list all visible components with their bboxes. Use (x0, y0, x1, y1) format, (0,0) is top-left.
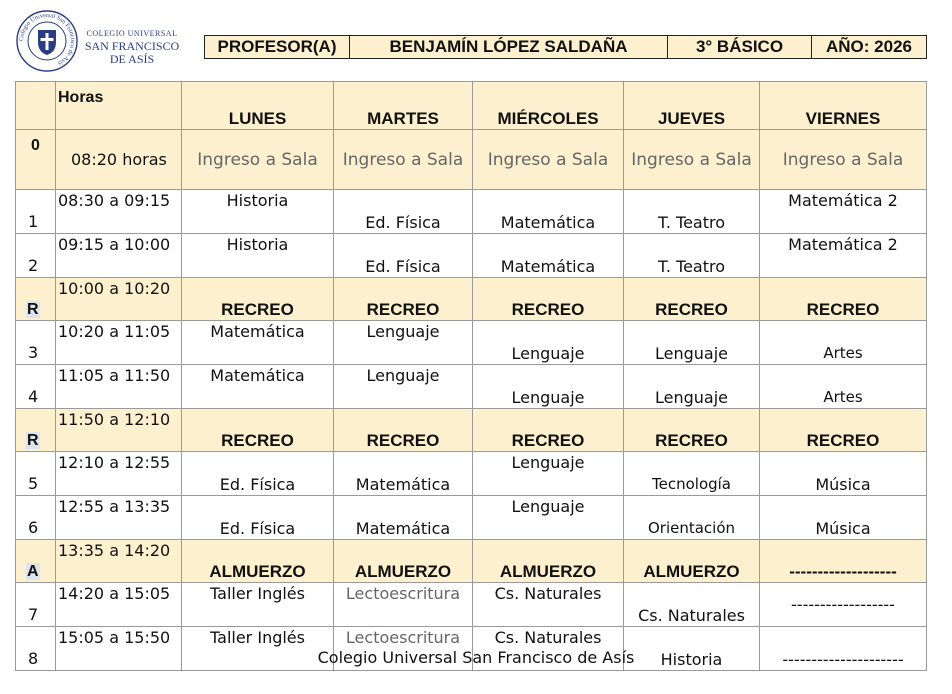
schedule-cell: Tecnología (624, 452, 760, 496)
schedule-cell: Ingreso a Sala (760, 130, 927, 190)
schedule-cell: T. Teatro (624, 234, 760, 278)
schedule-cell: Artes (760, 365, 927, 409)
schedule-cell: Ingreso a Sala (473, 130, 624, 190)
lunch-cell: ALMUERZO (624, 540, 760, 583)
table-row (16, 365, 927, 409)
schedule-cell: Lenguaje (473, 321, 624, 365)
break-row (16, 409, 927, 452)
table-row (16, 496, 927, 540)
schedule-cell: Música (760, 496, 927, 540)
row-time: 08:20 horas (56, 130, 182, 190)
school-name (82, 30, 182, 65)
schedule-cell: Lenguaje (334, 321, 473, 365)
row-time: 10:00 a 10:20 (56, 278, 182, 321)
break-cell: RECREO (473, 278, 624, 321)
row-time: 12:10 a 12:55 (56, 452, 182, 496)
table-row (16, 190, 927, 234)
schedule-table (15, 81, 927, 671)
row-index: A (16, 540, 56, 583)
schedule-cell: Lectoescritura (334, 627, 473, 671)
lunch-row (16, 540, 927, 583)
school-name-line2: SAN FRANCISCO (84, 39, 180, 53)
table-row (16, 130, 927, 190)
schedule-cell: Historia (624, 627, 760, 671)
table-row (16, 452, 927, 496)
role-label: PROFESOR(A) (205, 36, 350, 59)
table-header-row (16, 82, 927, 130)
row-time: 11:05 a 11:50 (56, 365, 182, 409)
row-index: R (16, 409, 56, 452)
lunch-cell: ------------------- (760, 540, 927, 583)
schedule-cell: Ed. Física (334, 234, 473, 278)
schedule-cell: Ed. Física (182, 496, 334, 540)
schedule-cell: Matemática (334, 496, 473, 540)
break-cell: RECREO (182, 278, 334, 321)
row-index: R (16, 278, 56, 321)
schedule-cell: Historia (182, 234, 334, 278)
schedule-cell: Lenguaje (334, 365, 473, 409)
schedule-cell: Historia (182, 190, 334, 234)
lunch-cell: ALMUERZO (473, 540, 624, 583)
schedule-cell: Ingreso a Sala (624, 130, 760, 190)
schedule-cell: Cs. Naturales (624, 583, 760, 627)
break-cell: RECREO (182, 409, 334, 452)
day-header-tuesday: MARTES (334, 82, 473, 130)
page-footer: Colegio Universal San Francisco de Asís (317, 648, 635, 667)
row-index: 1 (16, 190, 56, 234)
schedule-cell: Lenguaje (473, 365, 624, 409)
schedule-cell: Ed. Física (182, 452, 334, 496)
row-index: 7 (16, 583, 56, 627)
schedule-cell: Lenguaje (473, 452, 624, 496)
row-time: 13:35 a 14:20 (56, 540, 182, 583)
schedule-cell: Ingreso a Sala (182, 130, 334, 190)
table-row (16, 583, 927, 627)
row-time: 09:15 a 10:00 (56, 234, 182, 278)
lunch-cell: ALMUERZO (334, 540, 473, 583)
schedule-cell: --------------------- (760, 627, 927, 671)
schedule-cell: Orientación (624, 496, 760, 540)
schedule-cell: Taller Inglés (182, 583, 334, 627)
schedule-cell: Cs. Naturales (473, 627, 624, 671)
break-cell: RECREO (760, 409, 927, 452)
header-index-cell (16, 82, 56, 130)
lunch-cell: ALMUERZO (182, 540, 334, 583)
schedule-cell: T. Teatro (624, 190, 760, 234)
day-header-wednesday: MIÉRCOLES (473, 82, 624, 130)
schedule-cell: Música (760, 452, 927, 496)
schedule-cell: Matemática (182, 365, 334, 409)
schedule-cell: Ed. Física (334, 190, 473, 234)
row-index: 5 (16, 452, 56, 496)
table-row (16, 321, 927, 365)
break-cell: RECREO (624, 278, 760, 321)
break-cell: RECREO (473, 409, 624, 452)
row-time: 10:20 a 11:05 (56, 321, 182, 365)
row-index: 8 (16, 627, 56, 671)
row-time: 14:20 a 15:05 (56, 583, 182, 627)
row-index: 0 (16, 130, 56, 190)
schedule-cell: Lectoescritura (334, 583, 473, 627)
school-name-line3: DE ASÍS (109, 52, 155, 66)
row-index: 6 (16, 496, 56, 540)
break-cell: RECREO (760, 278, 927, 321)
row-index: 4 (16, 365, 56, 409)
row-time: 12:55 a 13:35 (56, 496, 182, 540)
row-time: 08:30 a 09:15 (56, 190, 182, 234)
teacher-name: BENJAMÍN LÓPEZ SALDAÑA (350, 36, 668, 59)
schedule-cell: Matemática (473, 190, 624, 234)
day-header-thursday: JUEVES (624, 82, 760, 130)
day-header-friday: VIERNES (760, 82, 927, 130)
hours-header: Horas (56, 82, 182, 130)
row-index: 3 (16, 321, 56, 365)
schedule-cell: Artes (760, 321, 927, 365)
break-cell: RECREO (624, 409, 760, 452)
grade-label: 3° BÁSICO (668, 36, 812, 59)
break-cell: RECREO (334, 409, 473, 452)
schedule-cell: Matemática 2 (760, 190, 927, 234)
schedule-cell: Matemática (182, 321, 334, 365)
schedule-cell: ------------------ (760, 583, 927, 627)
logo-ring-text: Colegio Universal San Francisco de Asís (17, 11, 77, 67)
break-row (16, 278, 927, 321)
schedule-cell: Cs. Naturales (473, 583, 624, 627)
schedule-cell: Lenguaje (624, 321, 760, 365)
teacher-header (204, 35, 927, 59)
schedule-cell: Matemática (334, 452, 473, 496)
schedule-cell: Matemática 2 (760, 234, 927, 278)
schedule-cell: Lenguaje (624, 365, 760, 409)
schedule-cell: Ingreso a Sala (334, 130, 473, 190)
school-name-line1: COLEGIO UNIVERSAL (86, 29, 178, 38)
day-header-monday: LUNES (182, 82, 334, 130)
break-cell: RECREO (334, 278, 473, 321)
schedule-cell: Taller Inglés (182, 627, 334, 671)
row-time: 11:50 a 12:10 (56, 409, 182, 452)
year-label: AÑO: 2026 (812, 36, 927, 59)
school-logo (16, 10, 78, 72)
schedule-cell: Matemática (473, 234, 624, 278)
row-time: 15:05 a 15:50 (56, 627, 182, 671)
row-index: 2 (16, 234, 56, 278)
schedule-cell: Lenguaje (473, 496, 624, 540)
table-row (16, 234, 927, 278)
